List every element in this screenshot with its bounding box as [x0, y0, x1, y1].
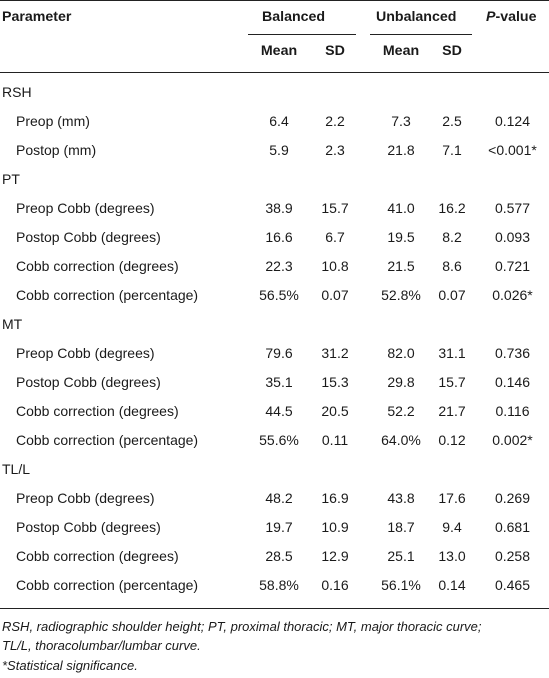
unbalanced-sd-cell: 9.4 [442, 519, 462, 535]
p-value-cell: 0.577 [494, 200, 531, 216]
unbalanced-mean-cell: 7.3 [391, 113, 411, 129]
header-bottom-rule [0, 72, 549, 73]
row-label: Cobb correction (percentage) [16, 577, 199, 593]
p-value-cell: 0.002* [492, 432, 533, 448]
unbalanced-sd-cell: 0.07 [438, 287, 466, 303]
table-row [0, 107, 549, 136]
balanced-sd-cell: 0.16 [321, 577, 349, 593]
balanced-sd-cell: 0.11 [321, 432, 349, 448]
balanced-sd-cell: 15.7 [321, 200, 349, 216]
section-row [0, 310, 549, 339]
p-value-cell: 0.093 [494, 229, 531, 245]
table-row [0, 513, 549, 542]
table-row [0, 368, 549, 397]
unbalanced-mean-cell: 82.0 [387, 345, 415, 361]
balanced-sd-cell: 6.7 [325, 229, 345, 245]
unbalanced-mean-cell: 52.2 [387, 403, 415, 419]
row-label: Preop (mm) [16, 113, 90, 129]
balanced-mean-cell: 19.7 [265, 519, 293, 535]
unbalanced-sd-cell: 17.6 [438, 490, 466, 506]
balanced-sd-cell: 16.9 [321, 490, 349, 506]
unbalanced-sd-cell: 8.2 [442, 229, 462, 245]
section-row [0, 78, 549, 107]
row-label: Preop Cobb (degrees) [16, 490, 155, 506]
row-label: Cobb correction (percentage) [16, 432, 199, 448]
balanced-sd-cell: 10.9 [321, 519, 349, 535]
table-row [0, 252, 549, 281]
row-label: Preop Cobb (degrees) [16, 200, 155, 216]
unbalanced-sd-cell: 0.12 [438, 432, 466, 448]
balanced-underline [248, 34, 356, 35]
balanced-mean-cell: 28.5 [265, 548, 293, 564]
balanced-mean-cell: 48.2 [265, 490, 293, 506]
header-balanced-mean: Mean [260, 43, 298, 59]
section-label: TL/L [2, 461, 31, 477]
p-value-cell: 0.124 [494, 113, 531, 129]
balanced-mean-cell: 22.3 [265, 258, 293, 274]
unbalanced-sd-cell: 21.7 [438, 403, 466, 419]
balanced-mean-cell: 6.4 [269, 113, 289, 129]
p-value-cell: 0.681 [494, 519, 531, 535]
p-value-cell: 0.146 [494, 374, 531, 390]
row-label: Cobb correction (percentage) [16, 287, 199, 303]
table-row [0, 397, 549, 426]
balanced-sd-cell: 2.3 [325, 142, 345, 158]
header-p-italic: P [486, 9, 496, 25]
unbalanced-mean-cell: 29.8 [387, 374, 415, 390]
unbalanced-mean-cell: 52.8% [381, 287, 421, 303]
table-row [0, 194, 549, 223]
unbalanced-mean-cell: 64.0% [381, 432, 421, 448]
unbalanced-sd-cell: 31.1 [438, 345, 466, 361]
balanced-sd-cell: 10.8 [321, 258, 349, 274]
balanced-sd-cell: 15.3 [321, 374, 349, 390]
table-row [0, 571, 549, 600]
balanced-sd-cell: 12.9 [321, 548, 349, 564]
table-row [0, 426, 549, 455]
balanced-sd-cell: 20.5 [321, 403, 349, 419]
balanced-mean-cell: 38.9 [265, 200, 293, 216]
balanced-mean-cell: 44.5 [265, 403, 293, 419]
table-row [0, 484, 549, 513]
table-row [0, 223, 549, 252]
section-row [0, 165, 549, 194]
table-top-rule [0, 0, 549, 1]
p-value-cell: <0.001* [488, 142, 537, 158]
header-unbalanced-sd: SD [442, 43, 462, 59]
unbalanced-mean-cell: 21.8 [387, 142, 415, 158]
balanced-mean-cell: 16.6 [265, 229, 293, 245]
balanced-sd-cell: 2.2 [325, 113, 345, 129]
table-row [0, 136, 549, 165]
row-label: Cobb correction (degrees) [16, 548, 179, 564]
header-p-value [486, 9, 536, 25]
unbalanced-sd-cell: 16.2 [438, 200, 466, 216]
p-value-cell: 0.258 [494, 548, 531, 564]
balanced-mean-cell: 56.5% [259, 287, 299, 303]
p-value-cell: 0.736 [494, 345, 531, 361]
section-row [0, 455, 549, 484]
balanced-mean-cell: 58.8% [259, 577, 299, 593]
unbalanced-mean-cell: 25.1 [387, 548, 415, 564]
balanced-sd-cell: 31.2 [321, 345, 349, 361]
balanced-mean-cell: 5.9 [269, 142, 289, 158]
p-value-cell: 0.269 [494, 490, 531, 506]
unbalanced-sd-cell: 8.6 [442, 258, 462, 274]
table-bottom-rule [0, 608, 549, 609]
balanced-mean-cell: 55.6% [259, 432, 299, 448]
unbalanced-sd-cell: 2.5 [442, 113, 462, 129]
unbalanced-sd-cell: 13.0 [438, 548, 466, 564]
footnote-significance: *Statistical significance. [2, 658, 138, 673]
row-label: Cobb correction (degrees) [16, 258, 179, 274]
row-label: Postop Cobb (degrees) [16, 519, 161, 535]
unbalanced-mean-cell: 56.1% [381, 577, 421, 593]
header-unbalanced-mean: Mean [382, 43, 420, 59]
row-label: Postop Cobb (degrees) [16, 229, 161, 245]
header-balanced: Balanced [262, 9, 326, 25]
row-label: Cobb correction (degrees) [16, 403, 179, 419]
table-row [0, 542, 549, 571]
header-balanced-sd: SD [325, 43, 345, 59]
p-value-cell: 0.465 [494, 577, 531, 593]
section-label: RSH [2, 84, 32, 100]
section-label: PT [2, 171, 20, 187]
table-row [0, 281, 549, 310]
row-label: Postop Cobb (degrees) [16, 374, 161, 390]
header-p-rest: -value [495, 9, 537, 25]
p-value-cell: 0.721 [494, 258, 531, 274]
footnote-abbreviations-cont: TL/L, thoracolumbar/lumbar curve. [2, 638, 201, 653]
unbalanced-mean-cell: 41.0 [387, 200, 415, 216]
balanced-mean-cell: 79.6 [265, 345, 293, 361]
p-value-cell: 0.026* [492, 287, 533, 303]
unbalanced-mean-cell: 19.5 [387, 229, 415, 245]
balanced-sd-cell: 0.07 [321, 287, 349, 303]
row-label: Postop (mm) [16, 142, 97, 158]
table-row [0, 339, 549, 368]
section-label: MT [2, 316, 23, 332]
unbalanced-sd-cell: 15.7 [438, 374, 466, 390]
row-label: Preop Cobb (degrees) [16, 345, 155, 361]
footnote-abbreviations: RSH, radiographic shoulder height; PT, proximal thoracic; MT, major thoracic curve; [2, 619, 482, 634]
unbalanced-mean-cell: 21.5 [387, 258, 415, 274]
header-unbalanced: Unbalanced [376, 9, 457, 25]
unbalanced-mean-cell: 43.8 [387, 490, 415, 506]
unbalanced-sd-cell: 0.14 [438, 577, 466, 593]
unbalanced-sd-cell: 7.1 [442, 142, 462, 158]
p-value-cell: 0.116 [495, 403, 530, 419]
header-parameter: Parameter [2, 9, 72, 25]
unbalanced-underline [370, 34, 472, 35]
balanced-mean-cell: 35.1 [265, 374, 293, 390]
unbalanced-mean-cell: 18.7 [387, 519, 415, 535]
